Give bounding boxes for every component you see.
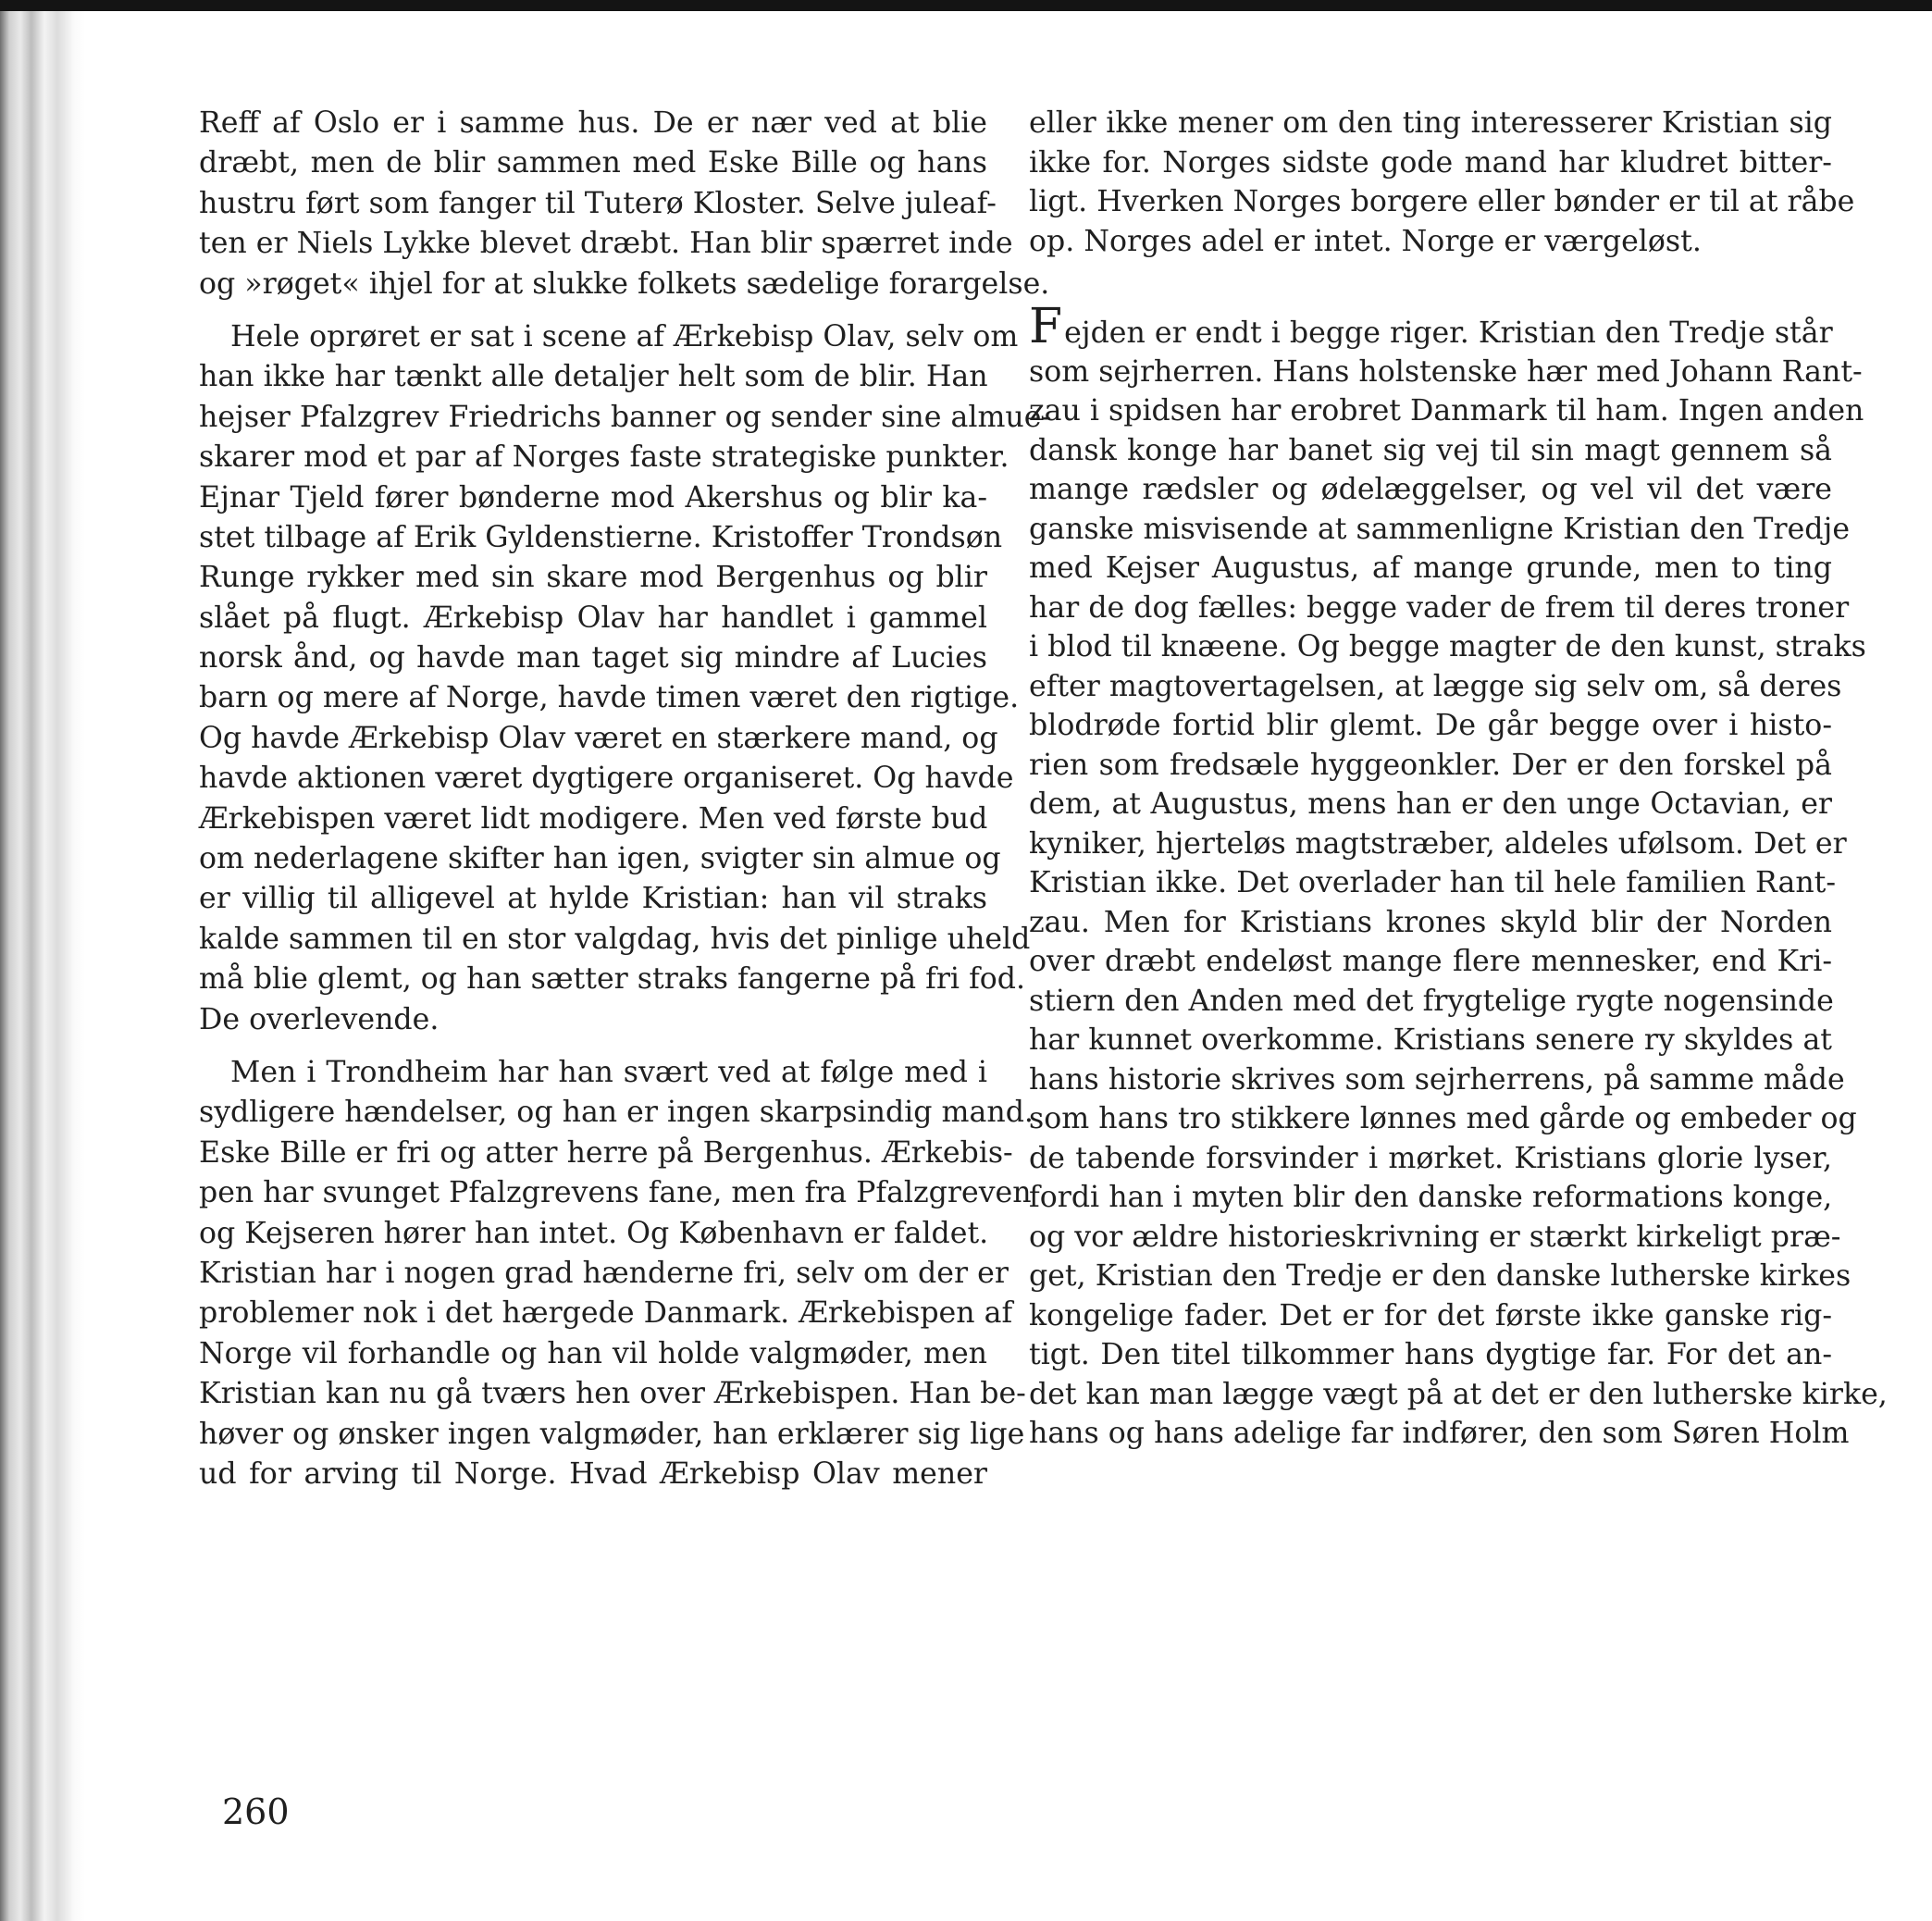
text-line: kongelige fader. Det er for det første ikke ganske rig- — [1029, 1298, 1832, 1332]
text-line: har de dog fælles: begge vader de frem til deres troner — [1029, 590, 1850, 625]
text-line: eller ikke mener om den ting interesserer Kristian sig — [1029, 106, 1832, 140]
text-line: zau. Men for Kristians krones skyld blir der Norden — [1029, 905, 1832, 939]
text-line: som hans tro stikkere lønnes med gårde og embeder og — [1029, 1102, 1857, 1135]
text-line: med Kejser Augustus, af mange grunde, men to ting — [1029, 552, 1832, 585]
section-first-line-text: ejden er endt i begge riger. Kristian den Tredje står — [1064, 316, 1833, 350]
text-line: og Kejseren hører han intet. Og København er faldet. — [199, 1216, 989, 1250]
text-line: pen har svunget Pfalzgrevens fane, men fra Pfalzgreven — [199, 1176, 1032, 1210]
text-line: ud for arving til Norge. Hvad Ærkebisp Olav mener — [199, 1456, 987, 1491]
text-line: sydligere hændelser, og han er ingen skarpsindig mand. — [199, 1096, 1034, 1130]
text-line: hans historie skrives som sejrherrens, på samme måde — [1029, 1062, 1845, 1097]
text-line: dansk konge har banet sig vej til sin magt gennem så — [1029, 433, 1832, 467]
text-line: over dræbt endeløst mange flere mennesker, end Kri- — [1029, 945, 1832, 978]
text-line: Hele oprøret er sat i scene af Ærkebisp Olav, selv om — [230, 319, 1019, 353]
text-line: zau i spidsen har erobret Danmark til ham. Ingen anden — [1029, 394, 1864, 428]
paragraph — [199, 104, 1050, 304]
text-line: problemer nok i det hærgede Danmark. Ærkebispen af — [199, 1296, 1013, 1331]
text-line: ligt. Hverken Norges borgere eller bønder er til at råbe — [1029, 185, 1855, 218]
text-line: get, Kristian den Tredje er den danske lutherske kirkes — [1029, 1259, 1852, 1293]
text-line: det kan man lægge vægt på at det er den lutherske kirke, — [1029, 1377, 1888, 1411]
text-line: har kunnet overkomme. Kristians senere ry skyldes at — [1029, 1023, 1832, 1057]
text-line: tigt. Den titel tilkommer hans dygtige far. For det an- — [1029, 1338, 1832, 1371]
text-line: må blie glemt, og han sætter straks fangerne på fri fod. — [199, 962, 1026, 997]
right-text-column — [1029, 104, 1888, 1454]
text-line: efter magtovertagelsen, at lægge sig selv om, så deres — [1029, 669, 1842, 703]
text-line: dræbt, men de blir sammen med Eske Bille og hans — [199, 146, 987, 180]
page-top-edge — [0, 0, 1932, 11]
text-line: mange rædsler og ødelæggelser, og vel vil det være — [1029, 473, 1832, 506]
text-line: om nederlagene skifter han igen, svigter sin almue og — [199, 842, 1001, 876]
text-line: Kristian kan nu gå tværs hen over Ærkebispen. Han be- — [199, 1377, 1026, 1411]
text-line: Kristian har i nogen grad hænderne fri, selv om der er — [199, 1256, 1009, 1290]
text-line: høver og ønsker ingen valgmøder, han erklærer sig lige — [199, 1417, 1025, 1451]
text-line: og »røget« ihjel for at slukke folkets sædelige forargelse. — [199, 266, 1050, 301]
text-line: fordi han i myten blir den danske reformations konge, — [1029, 1181, 1833, 1214]
text-line: ten er Niels Lykke blevet dræbt. Han blir spærret inde — [199, 227, 1013, 261]
book-binding-shadow — [0, 11, 85, 1921]
text-line: barn og mere af Norge, havde timen været den rigtige. — [199, 681, 1020, 715]
text-line: Ærkebispen været lidt modigere. Men ved første bud — [199, 801, 988, 836]
text-line: skarer mod et par af Norges faste strategiske punkter. — [199, 440, 1009, 475]
drop-cap: F — [1029, 299, 1063, 354]
text-line: Men i Trondheim har han svært ved at følge med i — [230, 1055, 987, 1089]
text-line: er villig til alligevel at hylde Kristian: han vil straks — [199, 882, 987, 916]
text-line: blodrøde fortid blir glemt. De går begge over i histo- — [1029, 709, 1832, 742]
text-line: kalde sammen til en stor valgdag, hvis det pinlige uheld — [199, 922, 1031, 956]
text-line: De overlevende. — [199, 1002, 440, 1036]
text-line: i blod til knæene. Og begge magter de den kunst, straks — [1029, 630, 1866, 663]
text-line: rien som fredsæle hyggeonkler. Der er den forskel på — [1029, 748, 1832, 782]
text-line: Kristian ikke. Det overlader han til hele familien Rant- — [1029, 866, 1837, 899]
text-line: slået på flugt. Ærkebisp Olav har handlet i gammel — [199, 601, 987, 635]
text-line: hejser Pfalzgrev Friedrichs banner og sender sine almue- — [199, 400, 1052, 434]
text-line: Ejnar Tjeld fører bønderne mod Akershus og blir ka- — [199, 480, 987, 514]
text-line: hustru ført som fanger til Tuterø Kloster. Selve juleaf- — [199, 186, 997, 220]
text-line: havde aktionen været dygtigere organiseret. Og havde — [199, 762, 1014, 796]
text-line: ganske misvisende at sammenligne Kristian den Tredje — [1029, 512, 1851, 546]
text-line: stet tilbage af Erik Gyldenstierne. Kristoffer Trondsøn — [199, 520, 1003, 554]
page-number: 260 — [222, 1791, 290, 1832]
text-line: Runge rykker med sin skare mod Bergenhus og blir — [199, 561, 987, 595]
text-line: stiern den Anden med det frygtelige rygte nogensinde — [1029, 984, 1834, 1018]
text-line: og vor ældre historieskrivning er stærkt kirkeligt præ- — [1029, 1220, 1841, 1254]
text-line: som sejrherren. Hans holstenske hær med Johann Rant- — [1029, 354, 1863, 389]
text-line: Eske Bille er fri og atter herre på Bergenhus. Ærkebis- — [199, 1135, 1013, 1170]
text-line: de tabende forsvinder i mørket. Kristians glorie lyser, — [1029, 1141, 1832, 1175]
text-line: Og havde Ærkebisp Olav været en stærkere mand, og — [199, 721, 998, 755]
paragraph — [199, 1053, 1034, 1494]
text-line: hans og hans adelige far indfører, den som Søren Holm — [1029, 1417, 1850, 1450]
text-line: dem, at Augustus, mens han er den unge Octavian, er — [1029, 787, 1832, 821]
text-line: Norge vil forhandle og han vil holde valgmøder, men — [199, 1336, 987, 1370]
text-line: ikke for. Norges sidste gode mand har kludret bitter- — [1029, 145, 1832, 180]
left-text-column — [199, 104, 1052, 1494]
text-line: Reff af Oslo er i samme hus. De er nær ved at blie — [199, 106, 987, 140]
text-line: op. Norges adel er intet. Norge er værgeløst. — [1029, 224, 1702, 258]
text-line: norsk ånd, og havde man taget sig mindre af Lucies — [199, 641, 987, 675]
paragraph — [199, 317, 1052, 1040]
text-line: han ikke har tænkt alle detaljer helt som de blir. Han — [199, 360, 988, 394]
text-line: kyniker, hjerteløs magtstræber, aldeles ufølsom. Det er — [1029, 826, 1847, 861]
section-first-line — [1029, 299, 1833, 354]
